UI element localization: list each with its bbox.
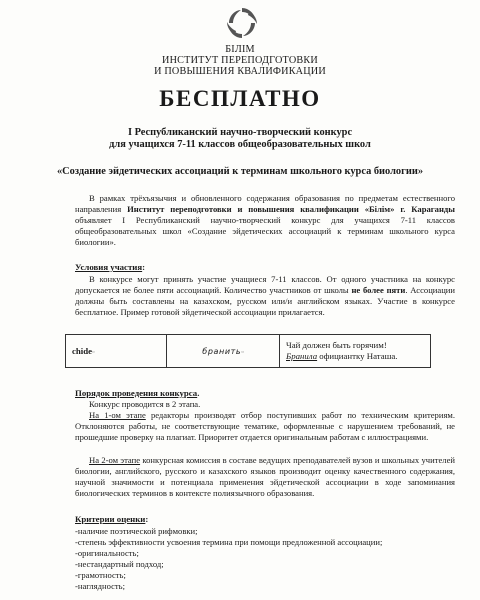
org-name-line1: БІЛІМ (225, 44, 255, 55)
criteria-item: -наглядность; (75, 581, 125, 591)
criteria-title-text: Критерии оценки (75, 514, 146, 524)
stage2-text: конкурсная комиссия в составе ведущих преподавателей вузов и школьных учителей биологии, английского, русского и казахского языков производит оценку качественного содержания, научной значимости и потенциала применения эйдетической ассоциации в ходе запоминания биологических терминов в контексте полиязычного образования. (75, 455, 455, 498)
contest-heading-line1: I Республиканский научно-творческий конкурс (127, 127, 353, 138)
stage1-paragraph (75, 410, 455, 443)
procedure-title-text: Порядок проведения конкурса (75, 388, 198, 398)
stage2-paragraph (75, 455, 455, 499)
contest-topic: «Создание эйдетических ассоциаций к терминам школьного курса биологии» (56, 166, 424, 177)
org-name-line2: ИНСТИТУТ ПЕРЕПОДГОТОВКИ (162, 55, 318, 66)
conditions-paragraph (75, 274, 455, 318)
intro-text-2: объявляет I Республиканский научно-творческий конкурс для учащихся 7-11 классов общеобразовательных школ «Создание эйдетических ассоциаций к терминам школьного курса биологии». (75, 215, 455, 247)
criteria-item: -наличие поэтической рифмовки; (75, 526, 198, 536)
contest-heading-line2: для учащихся 7-11 классов общеобразовательных школ (109, 138, 371, 150)
example-phrase-line2 (286, 351, 424, 362)
example-phrase-line1: Чай должен быть горячим! (286, 340, 387, 350)
example-phrase-rest: официантку Наташа. (317, 351, 398, 361)
stage2-label: На 2-ом этапе (89, 455, 141, 465)
example-translation-cell: бранить▫ (167, 335, 280, 368)
conditions-title-text: Условия участия (75, 262, 143, 272)
institute-logo-icon (225, 6, 259, 40)
procedure-intro-text: Конкурс проводится в 2 этапа. (89, 399, 201, 409)
example-term: chide (72, 346, 93, 356)
free-title: БЕСПЛАТНО (159, 86, 321, 111)
criteria-item: -нестандартный подход; (75, 559, 164, 569)
example-association-table (65, 334, 431, 368)
stage1-label: На 1-ом этапе (89, 410, 146, 420)
table-row (66, 335, 431, 368)
example-translation: бранить (202, 347, 242, 356)
procedure-intro (75, 399, 200, 410)
procedure-title: Порядок проведения конкурса. (75, 388, 200, 398)
intro-text-1: В рамках трёхъязычия и обновленного содержания образования по предметам естественного направления (75, 193, 455, 214)
conditions-limit: не более пяти (351, 285, 406, 295)
criteria-item: -оригинальность; (75, 548, 139, 558)
stage1-text: редакторы производят отбор поступивших работ по техническим критериям. Отклоняются работы, не соответствующие тематике, оформленные с нарушением требований, не прошедшие проверку на плагиат. Приоритет отдается оригинальным работам с иллюстрациями. (75, 410, 455, 442)
org-name-line3: И ПОВЫШЕНИЯ КВАЛИФИКАЦИИ (154, 66, 326, 77)
conditions-text-2: . Ассоциации должны быть составлены на казахском, русском или/и английском языках. Участие в конкурсе бесплатное. Пример готовой эйдетической ассоциации прилагается. (75, 285, 455, 317)
example-phrase-cell (280, 335, 431, 368)
criteria-item: -степень эффективности усвоения термина при помощи предложенной ассоциации; (75, 537, 383, 547)
contest-heading (0, 127, 480, 150)
intro-institute-name: Институт переподготовки и повышения квалификации «Білім» г. Караганды (127, 204, 455, 214)
criteria-item: -грамотность; (75, 570, 126, 580)
example-phrase-word: Бранила (286, 351, 318, 361)
conditions-text-1: В конкурсе могут принять участие учащиеся 7-11 классов. От одного участника на конкурс допускается не более пяти ассоциаций. Количество участников от школы (75, 274, 455, 295)
example-term-cell: chide▫ (66, 335, 167, 368)
conditions-title: Условия участия: (75, 262, 146, 272)
criteria-title: Критерии оценки: (75, 514, 149, 524)
intro-paragraph (75, 193, 455, 248)
